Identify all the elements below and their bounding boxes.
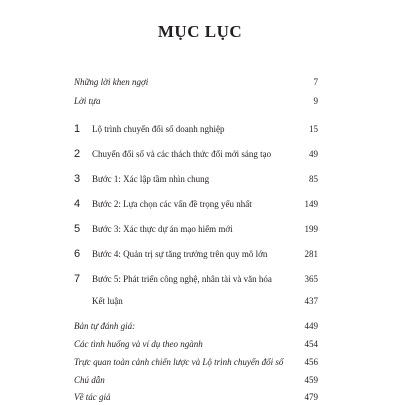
toc-entry-page: 149: [304, 199, 318, 209]
toc-entry-label: Bước 5: Phát triển công nghệ, nhân tài và văn hóa: [92, 274, 272, 284]
toc-entry-label: Những lời khen ngợi: [74, 77, 149, 87]
toc-entry-label: Bản tự đánh giá:: [74, 321, 136, 331]
toc-entry[interactable]: [74, 246, 318, 262]
toc-entry-page: 281: [304, 249, 318, 259]
toc-entry[interactable]: [74, 389, 318, 405]
toc-entry[interactable]: [74, 336, 318, 352]
toc-entry-page: 437: [304, 296, 318, 306]
toc-entry-label: Lộ trình chuyển đổi số doanh nghiệp: [92, 124, 225, 134]
toc-entry-number: 1: [74, 123, 81, 135]
toc-entry-label: Các tình huống và ví dụ theo ngành: [74, 339, 203, 349]
toc-entry-page: 199: [304, 224, 318, 234]
toc-entry-page: 365: [304, 274, 318, 284]
toc-entry-page: 456: [304, 357, 318, 367]
toc-entry-label: Bước 1: Xác lập tầm nhìn chung: [92, 174, 210, 184]
toc-entry-number: 2: [74, 148, 81, 160]
page-title: MỤC LỤC: [157, 22, 243, 41]
toc-entry-page: 479: [304, 392, 318, 402]
toc-entry-number: 6: [74, 248, 81, 260]
toc-entry[interactable]: [74, 171, 318, 187]
toc-entry-page: 9: [313, 96, 318, 106]
toc-entry-page: 459: [304, 375, 318, 385]
toc-entry-page: 49: [309, 149, 318, 159]
toc-entry-label: Bước 2: Lựa chọn các vấn đề trọng yếu nhất: [92, 199, 252, 209]
toc-entry[interactable]: [74, 318, 318, 334]
toc-entry[interactable]: [74, 354, 318, 370]
toc-entry-number: 3: [74, 173, 81, 185]
toc-entry-page: 15: [309, 124, 318, 134]
toc-entry[interactable]: [74, 196, 318, 212]
toc-entry[interactable]: [74, 372, 318, 388]
toc-entry[interactable]: [74, 74, 318, 90]
toc-entry-page: 7: [313, 77, 318, 87]
toc-entry-page: 454: [304, 339, 318, 349]
toc-entry[interactable]: [74, 271, 318, 287]
toc-entry-label: Lời tựa: [74, 96, 101, 106]
toc-entry[interactable]: [74, 121, 318, 137]
toc-entry-label: Trực quan toàn cảnh chiến lược và Lộ trình chuyển đổi số: [74, 357, 284, 367]
toc-entry-label: Bước 4: Quản trị sự tăng trưởng trên quy mô lớn: [92, 249, 268, 259]
toc-entry-page: 85: [309, 174, 318, 184]
toc-entry-page: 449: [304, 321, 318, 331]
toc-entry-label: Về tác giả: [74, 392, 111, 402]
toc-entry-number: 7: [74, 273, 81, 285]
toc-entry-number: 4: [74, 198, 81, 210]
toc-entry[interactable]: [74, 293, 318, 309]
toc-entry-number: 5: [74, 223, 81, 235]
toc-entry-label: Kết luận: [92, 296, 123, 306]
toc-entry[interactable]: [74, 146, 318, 162]
toc-entry-label: Chú dẫn: [74, 375, 105, 385]
toc-entry[interactable]: [74, 221, 318, 237]
toc-entry-label: Bước 3: Xác thực dự án mạo hiểm mới: [92, 224, 233, 234]
toc-entry-label: Chuyển đổi số và các thách thức đổi mới sáng tạo: [92, 149, 272, 159]
toc-entry[interactable]: [74, 93, 318, 109]
